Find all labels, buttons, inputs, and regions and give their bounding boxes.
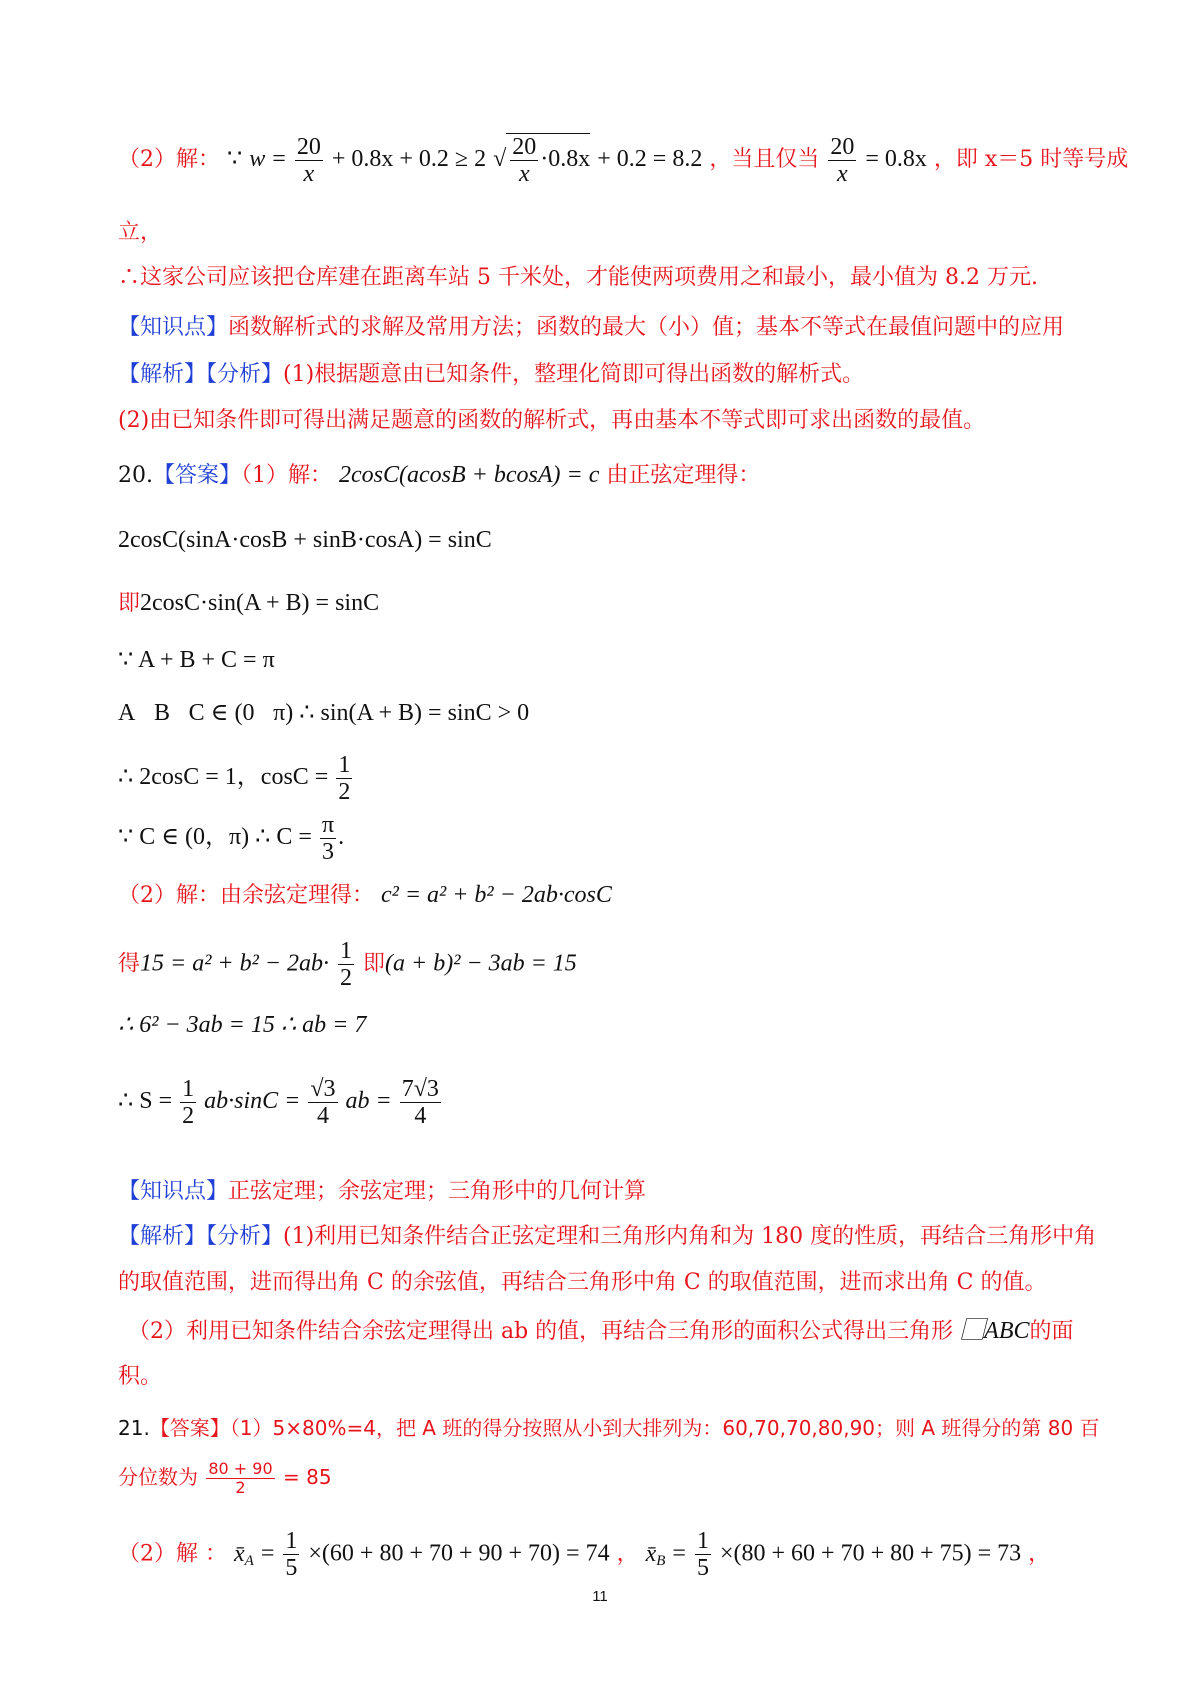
w-variable: w <box>249 146 266 172</box>
conclusion-text: ∴这家公司应该把仓库建在距离车站 5 千米处，才能使两项费用之和最小，最小值为 8.2 万元. <box>118 265 1038 290</box>
7sqrt3-over-4: $\frac{7√3}{4}$ <box>401 1076 439 1129</box>
q20-line9 <box>118 938 577 991</box>
analysis-1 <box>118 360 864 390</box>
half-fraction-2: $\frac{1}{2}$ <box>340 938 352 991</box>
w-terms: + 0.8x + 0.2 ≥ 2 <box>331 146 487 172</box>
half-fraction: $\frac{1}{2}$ <box>338 752 351 805</box>
q20-line3 <box>118 588 379 619</box>
q20-eq2: 2cosC(sinA·cosB + sinB·cosA) = sinC <box>118 527 492 553</box>
kp2-tag: 【知识点】 <box>118 1179 229 1204</box>
q21-tag: 【答案】 <box>149 1416 230 1440</box>
an2-text1: (1)利用已知条件结合正弦定理和三角形内角和为 180 度的性质，再结合三角形中角 <box>283 1224 1097 1249</box>
q20-ji: 即 <box>118 591 141 616</box>
because-symbol: ∵ <box>227 146 243 172</box>
q21-header <box>118 1413 1100 1443</box>
analysis-2-line2: 的取值范围，进而得出角 C 的余弦值，再结合三角形中角 C 的取值范围，进而求出角 C 的值。 <box>118 1270 1047 1295</box>
cond-text: ，当且仅当 <box>709 147 820 172</box>
mean-a-expr: ×(60 + 80 + 70 + 90 + 70) = 74 <box>308 1540 610 1567</box>
q20-de: 得 <box>118 951 141 977</box>
part2-prefix: （2）解： <box>118 147 220 172</box>
mean-b-expr: ×(80 + 60 + 70 + 80 + 75) = 73 <box>719 1540 1022 1567</box>
one-fifth-a: $\frac{1}{5}$ <box>285 1528 298 1581</box>
part2-continue: 立， <box>118 220 163 245</box>
knowledge-point-2 <box>118 1177 646 1207</box>
sqrt3-over-4: $\frac{√3}{4}$ <box>310 1076 336 1129</box>
w-tail: + 0.2 = 8.2 <box>597 146 703 172</box>
q20-by: 由正弦定理得： <box>606 463 761 488</box>
q20-part2-label: （2）解：由余弦定理得： <box>118 883 374 908</box>
sqrt-expression: √ $\frac{20}{x}$ ·0.8x <box>493 134 591 187</box>
q20-eq6: ∴ 2cosC = 1，cosC = $\frac{1}{2}$ <box>118 752 351 805</box>
q21-number: 21. <box>118 1416 150 1440</box>
q20-eq4: ∵ A + B + C = π <box>118 647 275 673</box>
q20-ji2: 即 <box>363 951 386 977</box>
kp2-text: 正弦定理；余弦定理；三角形中的几何计算 <box>228 1179 647 1204</box>
cond-text-2: ，即 x＝5 时等号成 <box>933 147 1129 172</box>
q20-eq3: 2cosC·sin(A + B) = sinC <box>140 590 380 616</box>
q20-eq5: A，B⃞C ∈ (0，π) ∴ sin(A + B) = sinC > 0 <box>118 700 530 726</box>
one-fifth-b: $\frac{1}{5}$ <box>696 1528 709 1581</box>
page-number: 11 <box>592 1588 608 1605</box>
knowledge-point-1 <box>118 313 1064 343</box>
q21-part2-label: （2）解 ： <box>118 1541 227 1567</box>
pi-over-3: $\frac{\pi}{3}$ <box>321 812 335 865</box>
q20-eq10: ∴ 6² − 3ab = 15 ∴ ab = 7 <box>118 1012 367 1038</box>
kp1-text: 函数解析式的求解及常用方法；函数的最大（小）值；基本不等式在最值问题中的应用 <box>228 315 1065 340</box>
q20-eq9b: (a + b)² − 3ab = 15 <box>385 950 577 977</box>
q20-eq8: c² = a² + b² − 2ab·cosC <box>381 882 612 908</box>
cond-fraction: $\frac{20}{x}$ <box>830 133 855 187</box>
q21-text1: （1）5×80%=4，把 A 班的得分按照从小到大排列为：60,70,70,80,90；则 A 班得分的第 80 百 <box>229 1416 1100 1440</box>
q20-tag: 【答案】 <box>153 463 242 488</box>
q21-line2: 分位数为 $\frac{80 + 90}{2}$ = 85 <box>118 1459 332 1497</box>
q20-eq7: ∵ C ∈ (0，π) ∴ C = $\frac{\pi}{3}$ . <box>118 812 345 865</box>
analysis-2-line4: 积。 <box>118 1364 163 1389</box>
triangle-abc: ⃞ABC <box>960 1318 1030 1344</box>
q20-eq9a: 15 = a² + b² − 2ab· <box>140 950 329 977</box>
q20-number: 20. <box>118 463 153 488</box>
analysis-2-line3: （2）利用已知条件结合余弦定理得出 ab 的值，再结合三角形的面积公式得出三角形 ⃞ABC的面 <box>128 1318 1074 1344</box>
analysis-1-line2: (2)由已知条件即可得出满足题意的函数的解析式，再由基本不等式即可求出函数的最值。 <box>118 408 986 433</box>
q20-eq11: ∴ S = $\frac{1}{2}$ ab·sinC = $\frac{√3}{4}$ ab = $\frac{7√3}{4}$ <box>118 1076 439 1129</box>
an1-tag: 【解析】【分析】 <box>118 362 284 387</box>
kp1-tag: 【知识点】 <box>118 315 229 340</box>
cond-equation: = 0.8x <box>865 146 927 172</box>
half-fraction-3: $\frac{1}{2}$ <box>182 1076 195 1129</box>
q20-part1: （1）解： <box>241 463 333 488</box>
q21-part2: （2）解 ： $x̄_A$ = $\frac{1}{5}$ ×(60 + 80 + 70 + 90 + 70) = 74 ， $x̄_B$ = $\frac{1}{5}$ ×(80 + 60 + 70 + 80 + 75) = 73 ， <box>118 1528 1051 1581</box>
percentile-fraction: $\frac{80 + 90}{2}$ <box>208 1459 273 1497</box>
part2-line: （2）解： ∵ w = $\frac{20}{x}$ + 0.8x + 0.2 ≥ 2 √ $\frac{20}{x}$ ·0.8x + 0.2 = 8.2 ，当且仅当 $\frac{20}{x}$ = 0.8x ，即 x＝5 时等号成 <box>118 133 1129 187</box>
an1-text1: (1)根据题意由已知条件，整理化简即可得出函数的解析式。 <box>283 362 865 387</box>
q20-header <box>118 460 760 491</box>
q20-part2 <box>118 880 612 911</box>
mean-a: $x̄_A$ <box>234 1540 254 1569</box>
mean-b: $x̄_B$ <box>645 1540 666 1569</box>
fraction-20-over-x: $\frac{20}{x}$ <box>296 133 321 187</box>
an2-tag: 【解析】【分析】 <box>118 1224 284 1249</box>
analysis-2 <box>118 1222 1096 1252</box>
q20-eq1: 2cosC(acosB + bcosA) = c <box>339 462 600 488</box>
